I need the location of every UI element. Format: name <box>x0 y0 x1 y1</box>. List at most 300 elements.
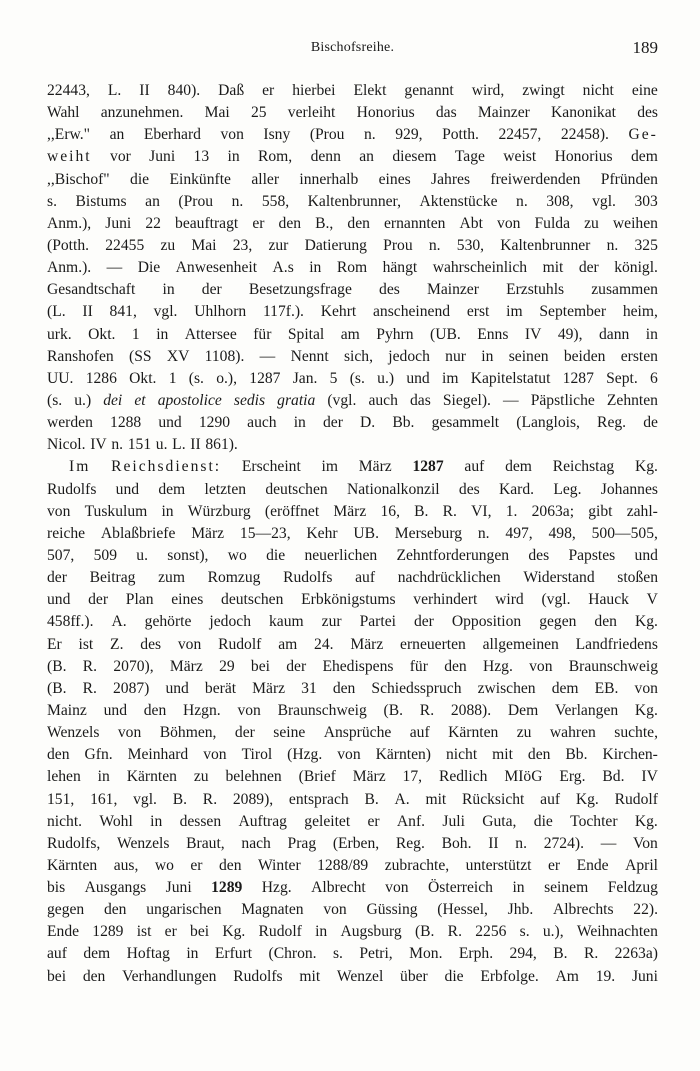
word: Dem <box>507 701 539 719</box>
word: und <box>103 701 127 719</box>
word: 2088). <box>450 701 492 719</box>
word: 151 <box>127 436 152 454</box>
word: Honorius <box>554 148 613 166</box>
word: Anwesenheit <box>175 259 258 277</box>
word: in <box>512 879 525 897</box>
word: Juli <box>442 812 465 830</box>
word: der <box>201 281 222 299</box>
word: UB. <box>353 524 379 542</box>
word: März <box>352 768 386 786</box>
word: VI, <box>471 502 492 520</box>
word: Pfründen <box>600 170 658 188</box>
word: ist <box>78 635 94 653</box>
word: n. <box>515 834 527 852</box>
word: Reg. <box>395 834 425 852</box>
word: (Chron. <box>268 945 317 963</box>
word: Rudolf <box>614 790 658 808</box>
word: B., <box>315 214 334 232</box>
word: nachdrücklichen <box>397 569 501 587</box>
word: 1 <box>168 369 177 387</box>
word: II <box>82 303 93 321</box>
word: Kirchen- <box>602 746 658 764</box>
word: II <box>488 834 499 852</box>
word: seinem <box>544 879 589 897</box>
word: 22 <box>145 214 161 232</box>
word: dem <box>158 480 186 498</box>
word: und <box>115 480 140 498</box>
word: Zehnten <box>606 391 658 409</box>
word: zu <box>193 768 209 786</box>
word: Eberhard <box>143 126 201 144</box>
word: Abt <box>459 214 483 232</box>
word: Nationalkonzil <box>346 480 440 498</box>
word: Fulda <box>534 214 571 232</box>
word: von <box>323 901 347 919</box>
word: Erzstuhls <box>506 281 565 299</box>
word: hierbei <box>292 82 336 99</box>
word: Kg. <box>222 923 246 941</box>
word: 1287 <box>412 458 444 476</box>
text-line <box>47 346 658 368</box>
word: — <box>600 834 617 852</box>
word: Hzg. <box>261 879 292 897</box>
word: anscheinend <box>373 303 451 321</box>
word: er <box>367 812 380 830</box>
text-line <box>47 833 658 855</box>
word: Wenzel <box>336 967 384 985</box>
word: Kard. <box>499 480 535 498</box>
word: Kehrt <box>320 303 357 321</box>
word: gegen <box>47 901 85 919</box>
word: 841, <box>109 303 137 321</box>
word: Merseburg <box>394 524 463 542</box>
text-line <box>47 390 658 412</box>
word: Wenzels <box>117 834 170 852</box>
word: Verlangen <box>554 701 619 719</box>
word: 1286 <box>85 369 117 387</box>
word: Hoftag <box>126 945 170 963</box>
text-line <box>47 855 658 877</box>
word: XV <box>166 347 190 365</box>
word: denn <box>310 148 341 166</box>
word: (Potth. <box>47 236 90 254</box>
word: seinen <box>508 347 549 365</box>
word: auf <box>409 724 430 742</box>
word: Gesandtschaft <box>47 281 136 299</box>
word: und <box>158 414 182 432</box>
word: bei <box>250 657 270 675</box>
word: 22). <box>633 901 658 919</box>
word: 1289 <box>211 879 243 897</box>
word: auf <box>464 458 485 476</box>
word: im <box>441 369 459 387</box>
word: Rudolfs <box>233 967 283 985</box>
word: der <box>413 613 434 631</box>
word: bei <box>47 967 67 985</box>
word: Weihnachten <box>576 923 658 941</box>
word: 151, <box>47 790 75 808</box>
word: Hzgn. <box>183 701 221 719</box>
word: Potth. <box>442 126 479 144</box>
word: Erg. <box>559 768 586 786</box>
word: sonst), <box>167 546 209 564</box>
word: Ehedispens <box>322 657 394 675</box>
word: n. <box>477 524 490 542</box>
word: n. <box>606 236 619 254</box>
word: Tochter <box>570 812 618 830</box>
word: A. <box>111 613 127 631</box>
word: u. <box>155 436 168 454</box>
word: weihen <box>612 214 658 232</box>
word: wird, <box>471 82 505 99</box>
word: (Brief <box>298 768 336 786</box>
text-line <box>47 479 658 501</box>
word: 294, <box>509 945 537 963</box>
word: Bb. <box>565 746 588 764</box>
word: und <box>634 546 658 564</box>
word: Attersee <box>184 325 237 343</box>
text-line <box>47 589 658 611</box>
word: Braunschweig <box>568 657 658 675</box>
word: Von <box>632 834 658 852</box>
word: Albrecht <box>311 879 366 897</box>
word: in <box>315 923 328 941</box>
word: apostolice <box>157 391 222 409</box>
word: von <box>220 126 244 144</box>
word: 17, <box>402 768 423 786</box>
text-line <box>47 789 658 811</box>
word: Beitrag <box>89 569 136 587</box>
word: Päpstliche <box>530 391 595 409</box>
word: (Langlois, <box>516 414 580 432</box>
word: — <box>106 259 123 277</box>
word: April <box>625 856 658 874</box>
word: s. <box>519 923 530 941</box>
word: gehörte <box>144 613 192 631</box>
word: Kg. <box>634 458 658 476</box>
word: Meinhard <box>127 746 189 764</box>
word: et <box>134 391 146 409</box>
word: Papstes <box>568 546 616 564</box>
word: Landfriedens <box>575 635 658 653</box>
word: R. <box>447 923 462 941</box>
word: Würzburg <box>187 502 251 520</box>
word: Plan <box>125 591 154 609</box>
word: 24. <box>314 635 334 653</box>
word: am <box>340 325 360 343</box>
word: zu <box>584 214 599 232</box>
word: und <box>406 369 430 387</box>
word: 458ff.). <box>47 613 94 631</box>
word: B. <box>172 790 188 808</box>
page-header <box>47 40 658 62</box>
text-line <box>47 656 658 678</box>
word: das <box>409 391 431 409</box>
word: bei <box>190 923 210 941</box>
word: L. <box>107 82 122 99</box>
word: Böhmen, <box>159 724 217 742</box>
word: 6 <box>650 369 658 387</box>
word: dem <box>551 679 579 697</box>
text-line <box>47 235 658 257</box>
word: B. <box>364 790 379 808</box>
word: des <box>458 480 480 498</box>
word: Rom, <box>257 148 293 166</box>
word: Enns <box>477 325 509 343</box>
word: 2063a; <box>531 502 575 520</box>
word: D. <box>360 414 376 432</box>
word: Aktenstücke <box>419 192 498 210</box>
word: A. <box>394 790 410 808</box>
word: zu <box>516 724 532 742</box>
word: den <box>103 901 127 919</box>
text-line <box>47 301 658 323</box>
word: kaum <box>269 613 304 631</box>
word: Braunschweig <box>277 701 367 719</box>
word: 498, <box>548 524 576 542</box>
text-line <box>47 921 658 943</box>
word: Österreich <box>428 879 493 897</box>
word: Einkünfte <box>169 170 231 188</box>
text-line <box>47 257 658 279</box>
word: Tage <box>454 148 485 166</box>
word: Ansprüche <box>323 724 392 742</box>
word: er <box>547 856 561 874</box>
text-line <box>47 966 658 988</box>
word: Hauck <box>588 591 629 609</box>
word: Leg. <box>553 480 582 498</box>
word: (Prou <box>309 126 345 144</box>
word: V <box>646 591 658 609</box>
word: Bistums <box>75 192 127 210</box>
word: der <box>578 259 599 277</box>
word: Ablaßbriefe <box>100 524 176 542</box>
text-line <box>47 368 658 390</box>
word: zusammen <box>591 281 658 299</box>
word: Anf. <box>396 812 426 830</box>
word: sedis <box>233 391 266 409</box>
word: von <box>634 679 658 697</box>
word: Erbkönigstums <box>301 591 396 609</box>
word: des <box>140 635 162 653</box>
word: anzunehmen. <box>100 104 184 122</box>
word: (s. <box>47 391 63 409</box>
word: R. <box>419 701 435 719</box>
word: innerhalb <box>299 170 359 188</box>
word: 117f.). <box>262 303 304 321</box>
word: dessen <box>179 812 222 830</box>
word: MIöG <box>504 768 543 786</box>
word: eines <box>378 170 411 188</box>
word: Rudolf <box>258 923 302 941</box>
word: mit <box>299 967 321 985</box>
word: Tuskulum <box>84 502 148 520</box>
word: verhindert <box>413 591 478 609</box>
word: Isny <box>263 126 291 144</box>
word: s. <box>332 945 343 963</box>
word: Albrechts <box>552 901 614 919</box>
word: März <box>252 679 286 697</box>
word: Die <box>137 259 161 277</box>
word: nur <box>445 347 466 365</box>
word: Reichsdienst: <box>111 458 222 476</box>
word: u. <box>136 546 148 564</box>
word: Ende <box>576 856 609 874</box>
word: erst <box>466 303 490 321</box>
word: gegen <box>539 613 577 631</box>
word: weiht <box>47 148 92 166</box>
word: von <box>47 502 71 520</box>
word: (Prou <box>178 192 214 210</box>
word: 19. <box>595 967 616 985</box>
text-line <box>47 943 658 965</box>
word: auf <box>540 790 561 808</box>
word: vor <box>110 148 131 166</box>
word: mit <box>542 259 564 277</box>
word: wo <box>154 856 174 874</box>
word: Honorius <box>356 104 415 122</box>
word: EB. <box>594 679 619 697</box>
word: de <box>643 414 658 432</box>
word: jedoch <box>209 613 251 631</box>
word: n. <box>111 436 124 454</box>
word: in <box>162 281 175 299</box>
word: 22443, <box>47 82 90 99</box>
word: IV <box>524 325 542 343</box>
word: zur <box>268 236 289 254</box>
word: (Erben, <box>332 834 380 852</box>
word: Juni <box>631 967 658 985</box>
word: Reg. <box>597 414 627 432</box>
word: Mainz <box>47 701 87 719</box>
word: n. <box>516 192 528 210</box>
word: auf <box>47 945 67 963</box>
word: der <box>47 569 67 587</box>
word: sich, <box>343 347 373 365</box>
word: aller <box>251 170 280 188</box>
word: (s. <box>188 369 204 387</box>
word: über <box>400 967 428 985</box>
word: Bb. <box>392 414 415 432</box>
word: den <box>527 746 551 764</box>
word: in <box>150 812 163 830</box>
word: (UB. <box>430 325 461 343</box>
text-line <box>47 523 658 545</box>
word: vgl. <box>153 303 178 321</box>
word: zum <box>158 569 185 587</box>
word: (B. <box>47 679 67 697</box>
word: nicht <box>445 746 478 764</box>
word: unterstützt <box>465 856 532 874</box>
word: bis <box>47 879 66 897</box>
word: Rudolfs, <box>47 834 101 852</box>
word: Erbfolge. <box>480 967 539 985</box>
word: A.s <box>272 259 294 277</box>
word: Magnaten <box>241 901 304 919</box>
word: (B. <box>47 657 67 675</box>
word: Verhandlungen <box>122 967 217 985</box>
word: jedoch <box>388 347 430 365</box>
word: belehnen <box>225 768 282 786</box>
text-line <box>47 766 658 788</box>
text-line <box>47 324 658 346</box>
word: Kg. <box>634 613 658 631</box>
text-line <box>47 744 658 766</box>
word: Im <box>69 458 91 476</box>
text-line <box>47 146 658 168</box>
word: an <box>145 192 160 210</box>
word: Kärnten) <box>375 746 431 764</box>
word: 509 <box>93 546 117 564</box>
word: Rudolf <box>218 635 262 653</box>
text-line <box>47 877 658 899</box>
word: Pyhrn <box>376 325 414 343</box>
word: 1287 <box>249 369 281 387</box>
body-text <box>47 80 658 988</box>
word: n. <box>428 236 441 254</box>
word: (vgl. <box>327 391 357 409</box>
word: allgemeinen <box>482 635 559 653</box>
word: von <box>337 746 361 764</box>
text-line <box>47 700 658 722</box>
word: nach <box>241 834 271 852</box>
word: genannt <box>404 82 454 99</box>
word: (B. <box>414 923 435 941</box>
text-line <box>47 456 658 478</box>
page-number: 189 <box>632 38 658 57</box>
text-line <box>47 124 658 146</box>
word: ungarischen <box>146 901 222 919</box>
word: an <box>359 148 374 166</box>
word: für <box>409 657 428 675</box>
word: den <box>218 856 242 874</box>
word: mit <box>425 790 447 808</box>
word: von <box>497 214 521 232</box>
word: n. <box>231 192 244 210</box>
word: er <box>262 82 275 99</box>
word: Kg. <box>575 790 599 808</box>
word: das <box>435 104 457 122</box>
word: wahren <box>549 724 596 742</box>
word: Kaltenbrunner <box>500 236 591 254</box>
word: hängt <box>382 259 418 277</box>
word: den <box>47 746 70 764</box>
word: Datierung <box>304 236 367 254</box>
word: (Hessel, <box>437 901 488 919</box>
word: 1288/89 <box>317 856 369 874</box>
word: er <box>164 923 177 941</box>
text-line <box>47 567 658 589</box>
word: Gfn. <box>84 746 113 764</box>
word: Elekt <box>353 82 387 99</box>
word: Ranshofen <box>47 347 114 365</box>
word: wo <box>227 546 247 564</box>
word: Winter <box>257 856 301 874</box>
word: März <box>191 524 225 542</box>
word: Rudolfs <box>283 569 333 587</box>
word: (eröffnet <box>264 502 320 520</box>
word: 1 <box>131 325 140 343</box>
word: aus, <box>113 856 139 874</box>
word: Guta, <box>482 812 517 830</box>
word: Anm.), <box>47 214 92 232</box>
word: zwingt <box>522 82 565 99</box>
word: R. <box>82 679 97 697</box>
text-line <box>47 722 658 744</box>
word: erneuerten <box>400 635 466 653</box>
word: dem <box>505 458 532 476</box>
word: eine <box>631 82 658 99</box>
